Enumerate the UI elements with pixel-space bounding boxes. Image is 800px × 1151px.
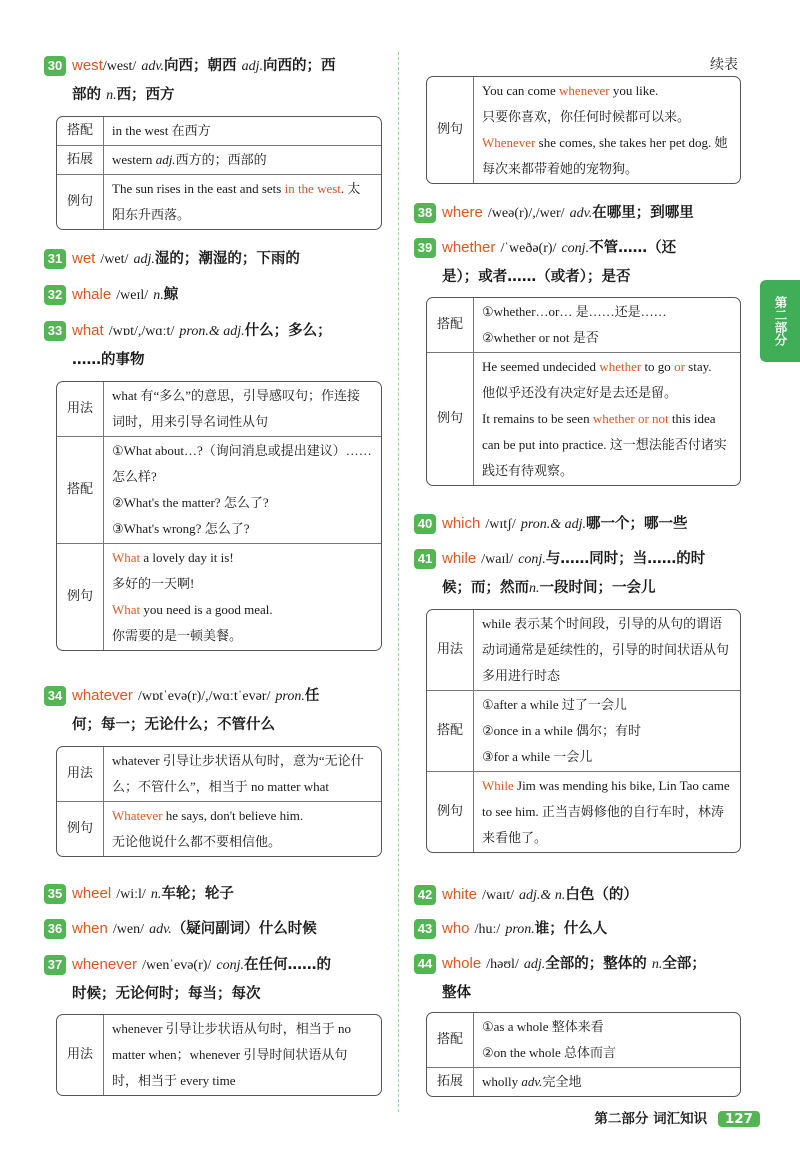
part-of-speech: pron.& adj. [179, 324, 245, 339]
example-text: you like. [609, 83, 659, 98]
part-of-speech: adj. [241, 59, 263, 74]
headword: while [442, 550, 477, 567]
example-highlight: whenever [559, 83, 610, 98]
meaning: 不管……（还 [589, 240, 677, 256]
part-of-speech: n. [106, 88, 117, 103]
collocation-text: ①as a whole 整体来看 [482, 1019, 604, 1034]
headword: whale [72, 286, 112, 303]
example-text: he says, don't believe him. [162, 808, 304, 823]
meaning: 整体 [442, 985, 471, 1001]
entry-whole [414, 950, 741, 1007]
collocation-text: ②once in a while 偶尔；有时 [482, 723, 641, 738]
row-label: 拓展 [57, 145, 104, 174]
example-text: you need is a good meal. [140, 602, 273, 617]
example-text: Jim was mending his bike, Lin Tao came to see him. 正当吉姆修他的自行车时，林涛来看他了。 [482, 778, 730, 845]
phonetic: /huː/ [474, 922, 501, 937]
entry-whale [44, 281, 382, 310]
part-of-speech: conj. [216, 958, 244, 973]
entry-number: 41 [414, 549, 436, 569]
part-of-speech: adv. [141, 59, 165, 74]
section-side-tab[interactable]: 第二部分 [760, 280, 800, 362]
usage-text: whenever 引导让步状语从句时，相当于 no matter when；whenever 引导时间状语从句时，相当于 every time [112, 1021, 352, 1088]
entry-which [414, 510, 741, 539]
entry-whatever-table [56, 746, 382, 857]
footer-section: 第二部分 [594, 1111, 649, 1127]
part-of-speech: adj.& n. [519, 888, 566, 903]
meaning: 在哪里；到哪里 [592, 205, 694, 221]
example-highlight: Whatever [112, 808, 163, 823]
example-highlight: Whenever [482, 135, 536, 150]
part-of-speech: pron.& adj. [520, 517, 587, 532]
phonetic: /west/ [102, 59, 137, 74]
row-label: 用法 [57, 1015, 104, 1095]
entry-number: 40 [414, 514, 436, 534]
part-of-speech: pron. [505, 922, 535, 937]
footer-title: 词汇知识 [653, 1111, 708, 1127]
headword: whenever [72, 956, 138, 973]
part-of-speech: conj. [518, 552, 546, 567]
example-translation: 多好的一天啊! [112, 576, 195, 591]
phonetic: /wet/ [100, 252, 129, 267]
row-label: 例句 [427, 77, 474, 183]
entry-number: 44 [414, 954, 436, 974]
entry-number: 39 [414, 238, 436, 258]
extension-word: wholly [482, 1074, 522, 1089]
collocation-text: ②on the whole 总体而言 [482, 1045, 617, 1060]
meaning: 候；而；然而 [442, 580, 529, 596]
entry-what [44, 317, 382, 374]
entry-whether-table [426, 297, 741, 486]
row-label: 例句 [427, 771, 474, 852]
row-label: 用法 [57, 747, 104, 801]
example-text: this idea can be put into practice. 这一想法能否付诸实践还有待观察。 [482, 411, 727, 478]
meaning: 何；每一；无论什么；不管什么 [72, 717, 275, 733]
meaning: 哪一个；哪一些 [586, 516, 688, 532]
entry-what-table [56, 381, 382, 651]
entry-where [414, 199, 741, 228]
meaning: 全部的；整体的 [545, 956, 647, 972]
example-text: It remains to be seen [482, 411, 593, 426]
headword: who [442, 920, 470, 937]
extension-word: western [112, 152, 156, 167]
example-highlight: or [674, 359, 685, 374]
row-label: 搭配 [427, 690, 474, 771]
entry-number: 34 [44, 686, 66, 706]
row-label: 例句 [57, 174, 104, 229]
collocation-text: in the west 在西方 [112, 123, 211, 138]
phonetic: /wenˈevə(r)/ [142, 958, 212, 973]
phonetic: /wiːl/ [116, 887, 146, 902]
entry-whenever [44, 951, 382, 1008]
entry-whether [414, 234, 741, 291]
example-translation: 他似乎还没有决定好是去还是留。 [482, 385, 678, 400]
row-label: 用法 [57, 382, 104, 436]
meaning: 车轮；轮子 [161, 886, 234, 902]
meaning: ……的事物 [72, 352, 145, 368]
part-of-speech: n. [529, 581, 540, 596]
page-number: 127 [718, 1111, 760, 1127]
entry-number: 31 [44, 249, 66, 269]
headword: when [72, 920, 108, 937]
part-of-speech: adv. [149, 922, 172, 937]
entry-who [414, 915, 741, 944]
example-text: a lovely day it is! [140, 550, 234, 565]
meaning: 向西的；西 [263, 58, 336, 74]
collocation-text: ③What's wrong? 怎么了? [112, 521, 250, 536]
part-of-speech: n. [150, 887, 162, 902]
collocation-text: ②What's the matter? 怎么了? [112, 495, 269, 510]
meaning: 是）；或者……（或者）；是否 [442, 269, 631, 285]
collocation-text: ③for a while 一会儿 [482, 749, 593, 764]
phonetic: /wɒt/,/wɑːt/ [108, 324, 175, 339]
part-of-speech: n. [651, 957, 663, 972]
entry-number: 37 [44, 955, 66, 975]
phonetic: /weə(r)/,/wer/ [487, 206, 565, 221]
meaning: 白色（的） [565, 887, 638, 903]
row-label: 搭配 [57, 436, 104, 543]
example-highlight: What [112, 602, 141, 617]
collocation-text: ①What about…?（询问消息或提出建议）……怎么样? [112, 443, 372, 484]
usage-text: while 表示某个时间段，引导的从句的谓语动词通常是延续性的，引导的时间状语从句多用进行时态 [482, 616, 730, 683]
row-label: 用法 [427, 610, 474, 690]
row-label: 拓展 [427, 1067, 474, 1096]
row-label: 搭配 [427, 1013, 474, 1067]
headword: which [442, 515, 481, 532]
collocation-text: ①whether…or… 是……还是…… [482, 304, 667, 319]
continued-label: 续表 [710, 57, 738, 73]
entry-number: 42 [414, 885, 436, 905]
entry-number: 32 [44, 285, 66, 305]
headword: wheel [72, 885, 112, 902]
meaning: 任 [304, 688, 320, 704]
example-text: The sun rises in the east and sets [112, 181, 285, 196]
row-label: 例句 [57, 801, 104, 856]
entry-wheel [44, 880, 382, 909]
headword: whatever [72, 687, 133, 704]
phonetic: /ˈweðə(r)/ [500, 241, 557, 256]
phonetic: /waɪt/ [482, 888, 514, 903]
collocation-text: ①after a while 过了一会儿 [482, 697, 627, 712]
part-of-speech: adv. [569, 206, 593, 221]
example-text: . 太阳东升西落。 [112, 181, 361, 222]
headword: white [442, 886, 478, 903]
extension-meaning: 西方的；西部的 [175, 152, 267, 167]
row-label: 搭配 [57, 117, 104, 145]
meaning: 向西；朝西 [164, 58, 237, 74]
entry-west [44, 52, 382, 110]
part-of-speech: adj. [155, 152, 176, 167]
entry-wet [44, 245, 382, 274]
entry-west-table [56, 116, 382, 230]
example-translation: 你需要的是一顿美餐。 [112, 628, 243, 643]
example-highlight: While [482, 778, 514, 793]
headword: whether [442, 239, 496, 256]
meaning: 在任何……的 [243, 957, 331, 973]
meaning: 鲸 [163, 287, 179, 303]
example-text: she comes, she takes her pet dog. 她每次来都带着她的宠物狗。 [482, 135, 728, 176]
example-text: You can come [482, 83, 560, 98]
entry-number: 36 [44, 919, 66, 939]
example-text: to go [641, 359, 675, 374]
part-of-speech: adv. [521, 1074, 543, 1089]
example-translation: 无论他说什么都不要相信他。 [112, 834, 282, 849]
entry-number: 35 [44, 884, 66, 904]
entry-whatever [44, 682, 382, 739]
meaning: 时候；无论何时；每当；每次 [72, 986, 261, 1002]
example-text: He seemed undecided [482, 359, 600, 374]
entry-whenever-examples-table [426, 76, 741, 184]
meaning: 与……同时；当……的时 [545, 551, 706, 567]
part-of-speech: adj. [133, 252, 155, 267]
meaning: 西；西方 [116, 87, 175, 103]
phonetic: /wɒtˈevə(r)/,/wɑːtˈevər/ [137, 689, 271, 704]
phonetic: /wen/ [112, 922, 145, 937]
usage-text: what 有“多么”的意思，引导感叹句；作连接词时，用来引导名词性从句 [112, 388, 361, 429]
page-footer [594, 1107, 760, 1127]
entry-white [414, 881, 741, 910]
headword: what [72, 322, 104, 339]
part-of-speech: n. [153, 288, 164, 303]
entry-number: 33 [44, 321, 66, 341]
example-text: stay. [684, 359, 712, 374]
headword: wet [72, 250, 96, 267]
meaning: （疑问副词）什么时候 [171, 921, 317, 937]
part-of-speech: adj. [523, 957, 546, 972]
phonetic: /həʊl/ [486, 957, 519, 972]
phonetic: /wɪtʃ/ [485, 517, 516, 532]
entry-while [414, 545, 741, 603]
meaning: 什么；多么； [244, 323, 332, 339]
part-of-speech: pron. [275, 689, 305, 704]
row-label: 搭配 [427, 298, 474, 352]
headword: west [72, 57, 103, 74]
row-label: 例句 [57, 543, 104, 650]
entry-when [44, 915, 382, 944]
example-translation: 只要你喜欢，你任何时候都可以来。 [482, 109, 691, 124]
extension-meaning: 完全地 [542, 1074, 582, 1089]
entry-whole-table [426, 1012, 741, 1097]
meaning: 湿的；潮湿的；下雨的 [154, 251, 300, 267]
entry-while-table [426, 609, 741, 853]
example-highlight: whether [599, 359, 642, 374]
entry-whenever-table [56, 1014, 382, 1096]
phonetic: /waɪl/ [481, 552, 514, 567]
entry-number: 30 [44, 56, 66, 76]
headword: whole [442, 955, 482, 972]
entry-number: 43 [414, 919, 436, 939]
headword: where [442, 204, 483, 221]
meaning: 谁；什么人 [534, 921, 608, 937]
meaning: 一段时间；一会儿 [539, 580, 656, 596]
row-label: 例句 [427, 352, 474, 485]
collocation-text: ②whether or not 是否 [482, 330, 599, 345]
part-of-speech: conj. [561, 241, 590, 256]
usage-text: whatever 引导让步状语从句时，意为“无论什么；不管什么”，相当于 no matter what [112, 753, 364, 794]
meaning: 全部； [662, 956, 706, 972]
column-divider [398, 52, 399, 1112]
entry-number: 38 [414, 203, 436, 223]
meaning: 部的 [72, 87, 101, 103]
phonetic: /weɪl/ [116, 288, 149, 303]
example-highlight: in the west [284, 181, 341, 196]
example-highlight: What [112, 550, 141, 565]
example-highlight: whether or not [592, 411, 669, 426]
